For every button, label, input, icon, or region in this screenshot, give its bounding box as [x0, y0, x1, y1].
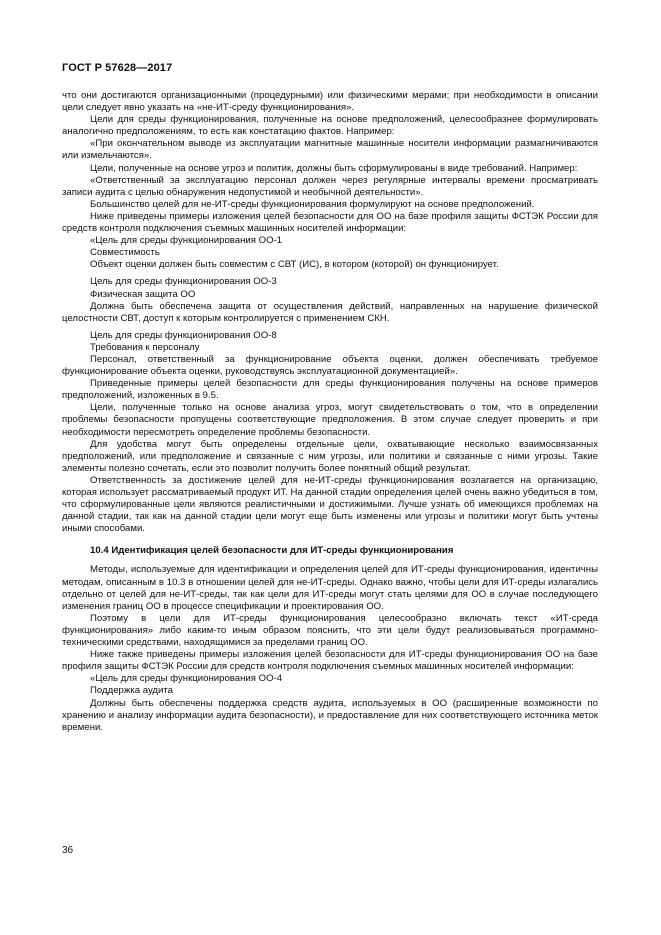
goal-name: Совместимость	[90, 247, 160, 259]
goal-description: Должна быть обеспечена защита от осуществления действий, направленных на нарушение физической целостности СВТ, доступ к которым контролируется с применением СКН.	[62, 300, 598, 324]
paragraph: Ниже приведены примеры изложения целей безопасности для ОО на базе профиля защиты ФСТЭК России для средств контроля подключения съемных машинных носителей информации:	[62, 210, 598, 235]
section-heading: 10.4 Идентификация целей безопасности для ИТ-среды функционирования	[90, 545, 454, 557]
goal-name: Физическая защита ОО	[90, 288, 196, 300]
paragraph: Для удобства могут быть определены отдельные цели, охватывающие несколько взаимосвязанных предположений, или предположение и связанные с ним угрозы, или политики и связанные с ними угрозы. Такие элементы полезно сочетать, если это позволит получить более понятный общий результат.	[62, 438, 598, 474]
goal-name: Требования к персоналу	[90, 341, 200, 353]
paragraph: «Ответственный за эксплуатацию персонал должен через регулярные интервалы времени просматривать записи аудита с целью обнаружения недопустимой и необычной деятельности».	[62, 174, 598, 198]
page-number: 36	[62, 845, 74, 856]
document-header: ГОСТ Р 57628—2017	[62, 62, 173, 74]
goal-title: «Цель для среды функционирования ОО-1	[90, 235, 283, 247]
paragraph: Поэтому в цели для ИТ-среды функционирования целесообразно включать текст «ИТ-среда функционирования» либо каким-то иным образом пояснить, что эти цели будут реализовываться программно-техническими средствами, находящимися за пределами границ ОО.	[62, 612, 598, 649]
paragraph: Цели, полученные на основе угроз и политик, должны быть сформулированы в виде требований. Например:	[90, 162, 578, 174]
paragraph: «При окончательном выводе из эксплуатации магнитные машинные носители информации размагничиваются или измельчаются».	[62, 138, 598, 162]
goal-name: Поддержка аудита	[90, 685, 173, 697]
paragraph: что они достигаются организационными (процедурными) или физическими мерами; при необходимости в описании цели следует явно указать на «не-ИТ-среду функционирования».	[62, 90, 598, 114]
goal-title: Цель для среды функционирования ОО-3	[90, 276, 277, 288]
paragraph: Приведенные примеры целей безопасности для среды функционирования получены на основе примеров предположений, изложенных в 9.5.	[62, 378, 598, 402]
paragraph: Большинство целей для не-ИТ-среды функционирования формулируют на основе предположений.	[90, 198, 535, 210]
paragraph: Ниже также приведены примеры изложения целей безопасности для ИТ-среды функционирования ОО на базе профиля защиты ФСТЭК России для средств контроля подключения съемных машинных носителей информации:	[62, 649, 598, 673]
goal-description: Должны быть обеспечены поддержка средств аудита, используемых в ОО (расширенные возможности по хранению и анализу информации аудита безопасности), и предоставление для них соответствующего источника меток времени.	[62, 697, 598, 733]
goal-description: Персонал, ответственный за функционирование объекта оценки, должен обеспечивать требуемое функционирование объекта оценки, руководствуясь эксплуатационной документацией».	[62, 353, 598, 378]
goal-title: Цель для среды функционирования ОО-8	[90, 329, 277, 341]
document-body	[62, 90, 598, 734]
paragraph: Цели, полученные только на основе анализа угроз, могут свидетельствовать о том, что в определении проблемы безопасности пропущены соответствующие предположения. В этом случае следует проверить и при необходимости пересмотреть определение проблемы безопасности.	[62, 402, 598, 438]
goal-title: «Цель для среды функционирования ОО-4	[90, 673, 283, 685]
paragraph: Методы, используемые для идентификации и определения целей для ИТ-среды функционирования, идентичны методам, описанным в 10.3 в отношении целей для не-ИТ-среды. Однако важно, чтобы цели для ИТ-среды излагались отдельно от целей для не-ИТ-среды, так как цели для ИТ-среды могут стать целями для ОО в случае последующего изменения границ ОО в процессе спецификации и проектирования ОО.	[62, 564, 598, 612]
goal-description: Объект оценки должен быть совместим с СВТ (ИС), в котором (которой) он функционирует.	[90, 259, 499, 271]
paragraph: Ответственность за достижение целей для не-ИТ-среды функционирования возлагается на организацию, которая использует рассматриваемый продукт ИТ. На данной стадии определения целей очень важно убедиться в том, что сформулированные цели являются реалистичными и достижимыми. Лучше узнать об имеющихся проблемах на данной стадии, так как на данной стадии цели могут еще быть изменены или угрозы и политики могут быть учтены иными способами.	[62, 474, 598, 535]
paragraph: Цели для среды функционирования, полученные на основе предположений, целесообразнее формулировать аналогично предположениям, то есть как констатацию фактов. Например:	[62, 114, 598, 138]
